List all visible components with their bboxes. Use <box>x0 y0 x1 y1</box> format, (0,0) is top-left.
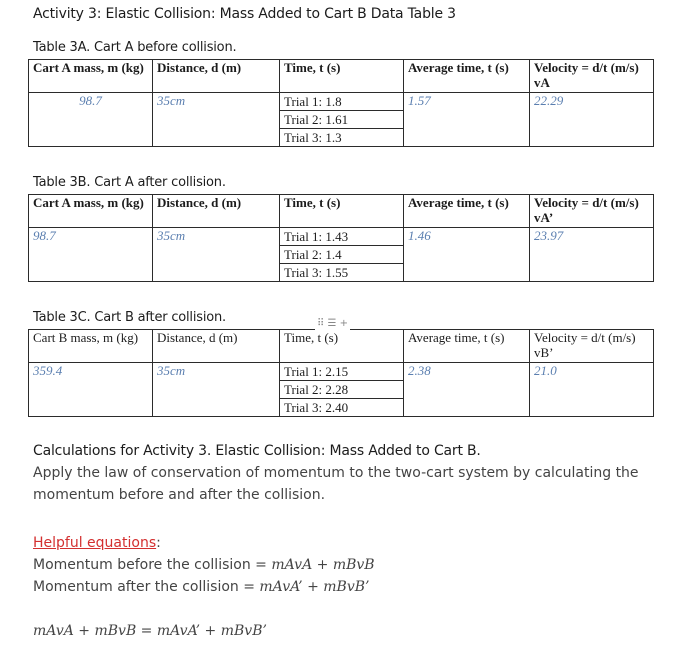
value-distance[interactable]: 35cm <box>153 363 280 417</box>
header-velocity: Velocity = d/t (m/s) vA <box>530 60 654 93</box>
trial-2: Trial 2: 1.61 <box>280 110 403 128</box>
momentum-after: Momentum after the collision = mAvA’ + mBvB’ <box>33 579 370 595</box>
table-toolbar <box>315 318 350 330</box>
value-average-time[interactable]: 1.46 <box>404 228 530 282</box>
header-distance: Distance, d (m) <box>153 195 280 228</box>
momentum-before: Momentum before the collision = mAvA + mBvB <box>33 557 375 573</box>
value-mass[interactable]: 359.4 <box>29 363 153 417</box>
drag-handle-icon[interactable]: ⠿ <box>317 318 325 329</box>
trial-3: Trial 3: 2.40 <box>280 398 403 416</box>
page-title: Activity 3: Elastic Collision: Mass Added to Cart B Data Table 3 <box>33 6 456 22</box>
conservation-equation: mAvA + mBvB = mAvA’ + mBvB’ <box>33 623 267 639</box>
value-mass[interactable]: 98.7 <box>29 228 153 282</box>
align-icon[interactable]: ☰ <box>327 318 337 329</box>
header-distance: Distance, d (m) <box>153 330 280 363</box>
value-velocity[interactable]: 21.0 <box>530 363 654 417</box>
add-icon[interactable]: + <box>339 318 349 329</box>
helpful-equations: Helpful equations: <box>33 535 161 551</box>
header-time: Time, t (s) <box>280 60 404 93</box>
value-average-time[interactable]: 1.57 <box>404 93 530 147</box>
trials-cell[interactable] <box>280 93 404 147</box>
header-distance: Distance, d (m) <box>153 60 280 93</box>
trial-3: Trial 3: 1.55 <box>280 263 403 281</box>
value-velocity[interactable]: 23.97 <box>530 228 654 282</box>
value-average-time[interactable]: 2.38 <box>404 363 530 417</box>
calculations-instruction: Apply the law of conservation of momentum to the two-cart system by calculating the momentum before and after the collision. <box>33 465 639 503</box>
table-3c-caption: Table 3C. Cart B after collision. <box>33 310 226 325</box>
trials-cell[interactable] <box>280 228 404 282</box>
table-3b <box>28 194 654 282</box>
header-velocity: Velocity = d/t (m/s) vB’ <box>530 330 654 363</box>
trial-1: Trial 1: 1.8 <box>284 94 342 109</box>
header-average-time: Average time, t (s) <box>404 195 530 228</box>
helpful-equations-link[interactable]: Helpful equations <box>33 535 157 551</box>
trial-1: Trial 1: 2.15 <box>284 364 349 379</box>
trials-cell[interactable] <box>280 363 404 417</box>
header-time: Time, t (s) <box>280 195 404 228</box>
value-distance[interactable]: 35cm <box>153 93 280 147</box>
trial-2: Trial 2: 1.4 <box>280 245 403 263</box>
trial-2: Trial 2: 2.28 <box>280 380 403 398</box>
trial-3: Trial 3: 1.3 <box>280 128 403 146</box>
header-mass: Cart A mass, m (kg) <box>29 195 153 228</box>
header-time: Time, t (s) <box>280 330 404 363</box>
header-mass: Cart A mass, m (kg) <box>29 60 153 93</box>
header-average-time: Average time, t (s) <box>404 330 530 363</box>
value-velocity[interactable]: 22.29 <box>530 93 654 147</box>
header-mass: Cart B mass, m (kg) <box>29 330 153 363</box>
table-3b-caption: Table 3B. Cart A after collision. <box>33 175 226 190</box>
table-3c <box>28 329 654 417</box>
table-3a-caption: Table 3A. Cart A before collision. <box>33 40 237 55</box>
trial-1: Trial 1: 1.43 <box>284 229 349 244</box>
calculations-heading: Calculations for Activity 3. Elastic Collision: Mass Added to Cart B. <box>33 443 481 459</box>
header-velocity: Velocity = d/t (m/s) vA’ <box>530 195 654 228</box>
value-distance[interactable]: 35cm <box>153 228 280 282</box>
table-3a <box>28 59 654 147</box>
value-mass[interactable]: 98.7 <box>29 93 153 147</box>
header-average-time: Average time, t (s) <box>404 60 530 93</box>
